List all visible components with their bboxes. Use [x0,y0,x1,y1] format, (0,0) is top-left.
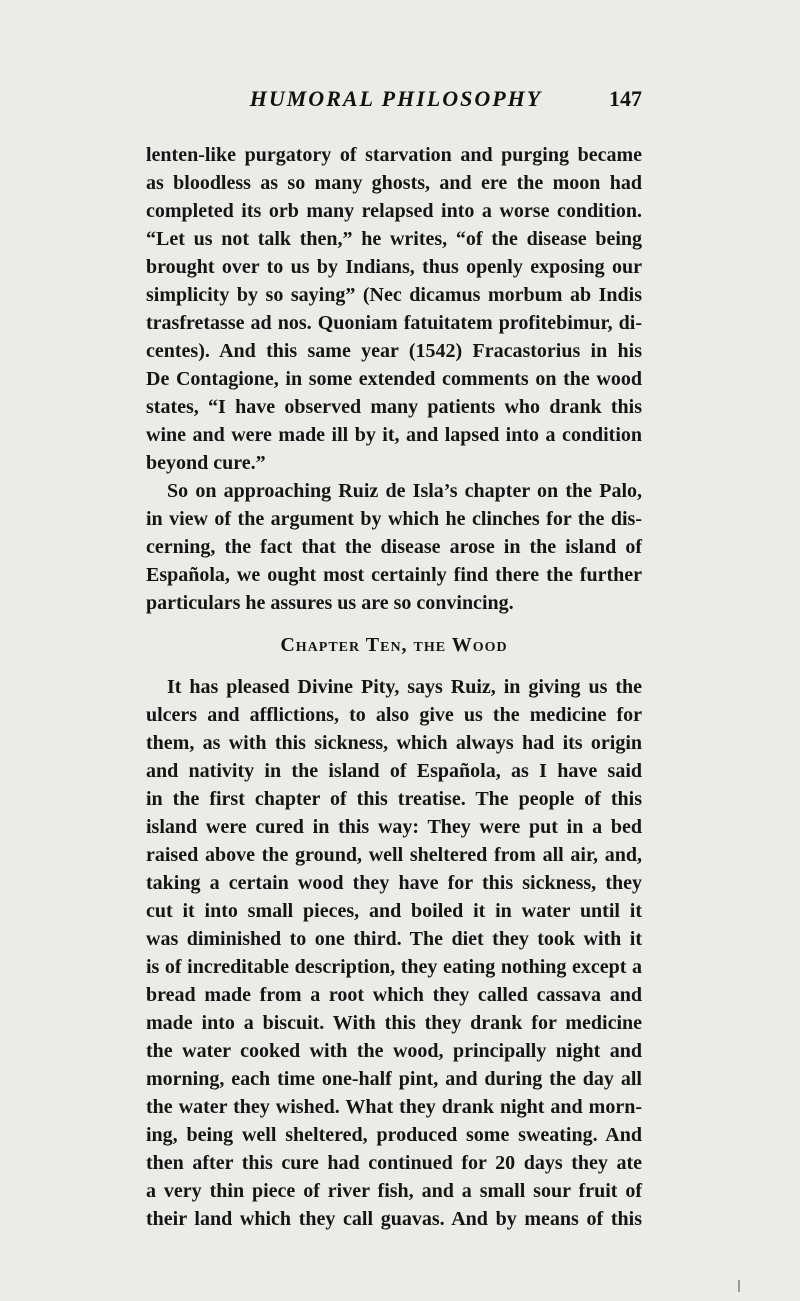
text-line: made into a biscuit. With this they drank for medicine [146,1012,642,1034]
text-line: centes). And this same year (1542) Fracastorius in his [146,340,642,362]
scan-mark [738,1280,740,1292]
text-line: was diminished to one third. The diet they took with it [146,928,642,950]
chapter-heading: Chapter Ten, the Wood [280,634,508,656]
text-line: in the first chapter of this treatise. The people of this [146,788,642,810]
text-line: It has pleased Divine Pity, says Ruiz, in giving us the [167,676,642,698]
text-line: morning, each time one-half pint, and during the day all [146,1068,642,1090]
text-line: the water they wished. What they drank night and morn- [146,1096,642,1118]
text-line: and nativity in the island of Española, as I have said [146,760,642,782]
text-line: then after this cure had continued for 20 days they ate [146,1152,642,1174]
text-line: De Contagione, in some extended comments on the wood [146,368,642,390]
text-line: as bloodless as so many ghosts, and ere the moon had [146,172,642,194]
text-line: island were cured in this way: They were put in a bed [146,816,642,838]
text-line: Española, we ought most certainly find there the further [146,564,642,586]
text-line: a very thin piece of river fish, and a small sour fruit of [146,1180,642,1202]
text-line: states, “I have observed many patients who drank this [146,396,642,418]
text-line: beyond cure.” [146,452,266,474]
text-line: completed its orb many relapsed into a worse condition. [146,200,642,222]
running-head [0,84,800,114]
text-line: lenten-like purgatory of starvation and purging became [146,144,642,166]
text-line: ulcers and afflictions, to also give us the medicine for [146,704,642,726]
text-line: wine and were made ill by it, and lapsed into a condition [146,424,642,446]
text-line: So on approaching Ruiz de Isla’s chapter on the Palo, [167,480,642,502]
text-line: the water cooked with the wood, principally night and [146,1040,642,1062]
text-line: particulars he assures us are so convincing. [146,592,514,614]
running-title: HUMORAL PHILOSOPHY [249,86,543,111]
text-line: “Let us not talk then,” he writes, “of the disease being [146,228,642,250]
text-line: in view of the argument by which he clinches for the dis- [146,508,642,530]
text-line: brought over to us by Indians, thus openly exposing our [146,256,642,278]
text-line: is of increditable description, they eating nothing except a [146,956,642,978]
text-line: cut it into small pieces, and boiled it in water until it [146,900,642,922]
text-line: trasfretasse ad nos. Quoniam fatuitatem profitebimur, di- [146,312,642,334]
text-line: them, as with this sickness, which always had its origin [146,732,642,754]
text-line: their land which they call guavas. And by means of this [146,1208,642,1230]
text-line: ing, being well sheltered, produced some sweating. And [146,1124,642,1146]
text-line: taking a certain wood they have for this sickness, they [146,872,642,894]
body-text [146,141,642,1233]
page-number: 147 [609,86,642,111]
text-line: cerning, the fact that the disease arose in the island of [146,536,642,558]
text-line: raised above the ground, well sheltered from all air, and, [146,844,642,866]
text-line: bread made from a root which they called cassava and [146,984,642,1006]
text-line: simplicity by so saying” (Nec dicamus morbum ab Indis [146,284,642,306]
